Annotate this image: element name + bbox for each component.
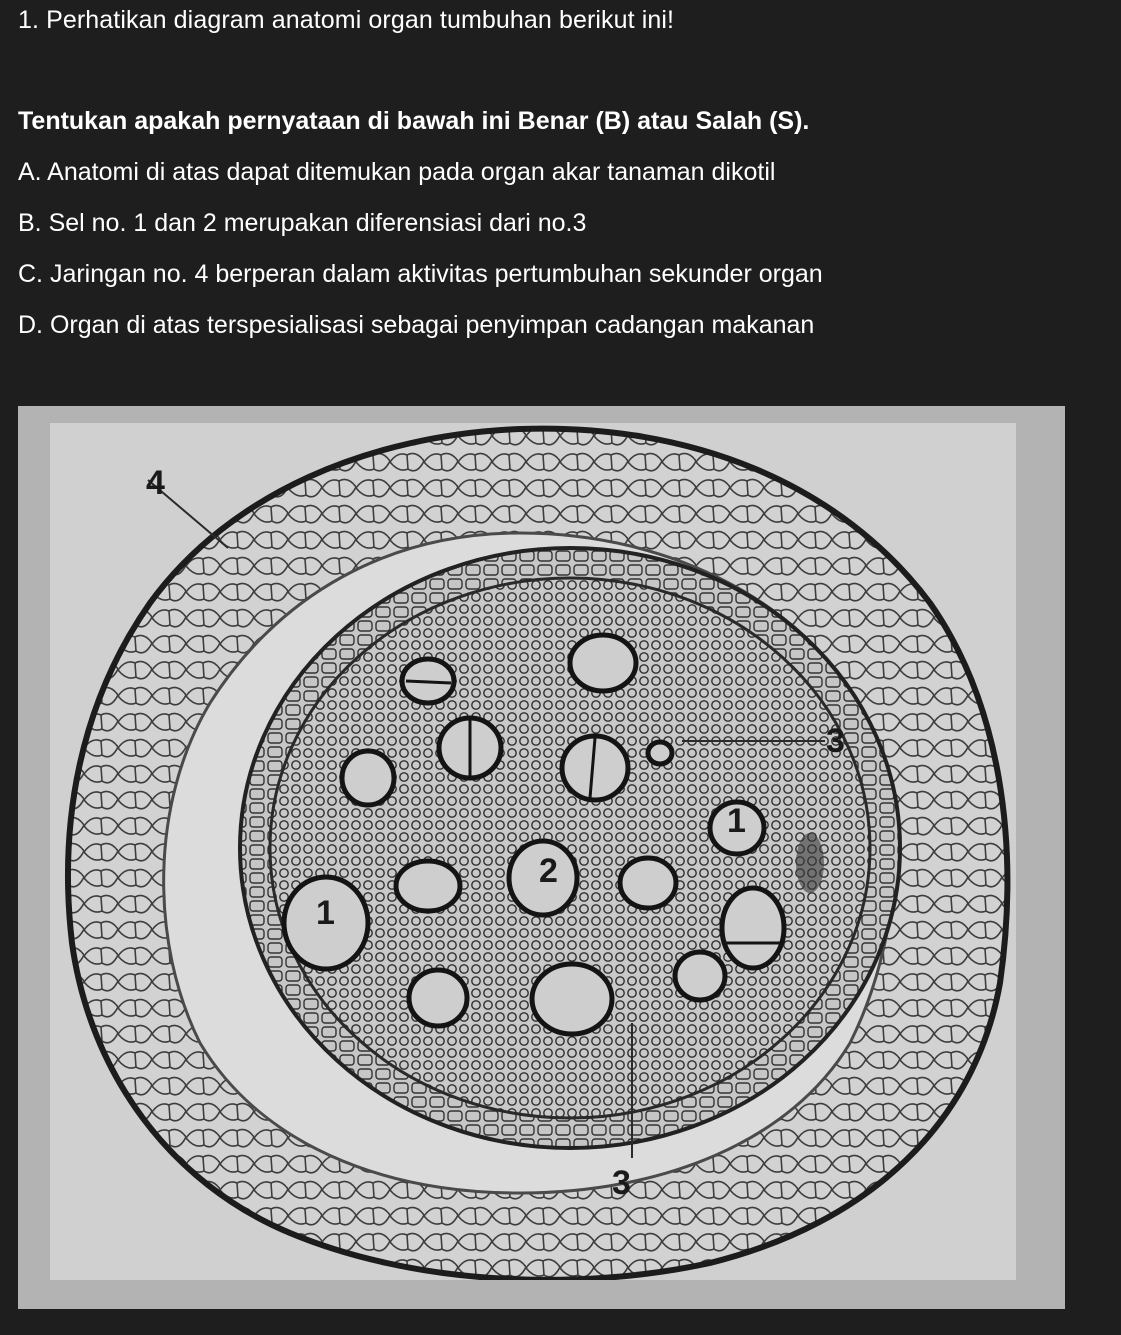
statement-b: B. Sel no. 1 dan 2 merupakan diferensiasi dari no.3 xyxy=(18,209,587,237)
instruction-text: Tentukan apakah pernyataan di bawah ini Benar (B) atau Salah (S). xyxy=(18,107,810,135)
figure-label-3-bottom: 3 xyxy=(612,1164,631,1202)
figure-label-4: 4 xyxy=(146,464,165,502)
figure-label-2: 2 xyxy=(539,852,558,890)
statement-a: A. Anatomi di atas dapat ditemukan pada organ akar tanaman dikotil xyxy=(18,158,776,186)
figure-frame xyxy=(18,406,1065,1309)
statement-c: C. Jaringan no. 4 berperan dalam aktivitas pertumbuhan sekunder organ xyxy=(18,260,823,288)
root-cross-section-image xyxy=(50,423,1016,1280)
statement-d: D. Organ di atas terspesialisasi sebagai penyimpan cadangan makanan xyxy=(18,311,815,339)
figure-label-3-top: 3 xyxy=(826,722,845,760)
cortex-dark-spot xyxy=(796,833,824,893)
figure-label-1-left: 1 xyxy=(316,894,335,932)
figure-label-1-right: 1 xyxy=(727,802,746,840)
question-title: 1. Perhatikan diagram anatomi organ tumbuhan berikut ini! xyxy=(18,6,675,34)
